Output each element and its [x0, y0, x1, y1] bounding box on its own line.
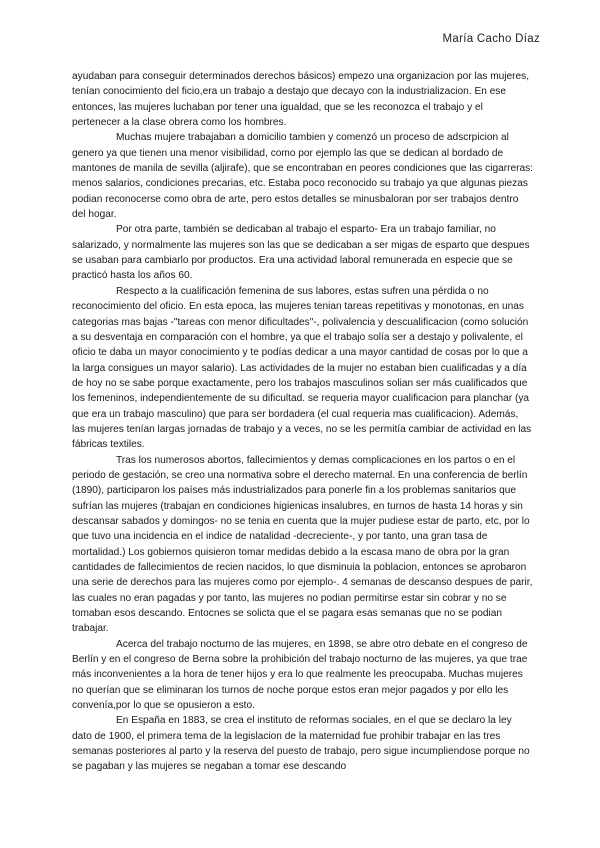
- paragraph-5: Tras los numerosos abortos, fallecimientos y demas complicaciones en los partos o en el periodo de gestación, se creo una normativa sobre el derecho maternal. En una conferencia de berlín (1890), participaron los países más industrializados para ponerle fin a los problemas sanitarios que sufrían las mujeres (trabajan en condiciones higienicas insalubres, en turnos de hasta 14 horas y sin descansar sabados y domingos- no se tenia en cuenta que la mujer pudiese estar de parto, etc, por lo que tuvo una incidencia en el indice de natalidad -decreciente-, y por tanto, una gran tasa de mortalidad.) Los gobiernos quisieron tomar medidas debido a la escasa mano de obra por la gran cantidades de fallecimientos de recien nacidos, lo que disminuia la poblacion, entonces se aprobaron una serie de derechos para las mujeres como por ejemplo-. 4 semanas de descanso despues de parir, las cuales no eran pagadas y por tanto, las mujeres no podian permitirse estar sin cobrar y no se tomaban esos descando. Entocnes se solicta que el se pagara esas semanas que no se podian trabajar.: [72, 454, 533, 635]
- paragraph-1: ayudaban para conseguir determinados derechos básicos) empezo una organizacion por las mujeres, tenían conocimiento del ficio,era un trabajo a destajo que decayo con la industrializacion. En ese entonces, las mujeres luchaban por tener una igualdad, que se les reconozca el trabajo y el pertenecer a la clase obrera como los hombres.: [72, 71, 530, 129]
- paragraph-3: Por otra parte, también se dedicaban al trabajo el esparto- Era un trabajo familiar, no salarizado, y normalmente las mujeres son las que se dedicaban a ser migas de esparto que despues se usaban para cambiarlo por productos. Era una actividad laboral remunerada en especie que se practicó hasta los años 60.: [72, 224, 530, 282]
- document-body: [72, 69, 534, 775]
- page-header-author: María Cacho Díaz: [442, 33, 540, 45]
- paragraph-2: Muchas mujere trabajaban a domicilio tambien y comenzó un proceso de adscrpicion al genero ya que tienen una menor visibilidad, como por ejemplo las que se dedican al bordado de mantones de manila de sevilla (aljirafe), que se encontraban en peores condiciones que las cigarreras: menos salarios, condiciones precarias, etc. Estaba poco reconocido su trabajo ya que algunas piezas podian reconocerse como obra de arte, pero estos detalles se minusbaloran por ser trabajos dentro del hogar.: [72, 132, 533, 221]
- paragraph-6: Acerca del trabajo nocturno de las mujeres, en 1898, se abre otro debate en el congreso de Berlín y en el congreso de Berna sobre la prohibición del trabajo nocturno de las mujeres, ya que trae más inconvenientes a la hora de tener hijos y era lo que realmente les preocupaba. Muchas mujeres no querían que se eliminaran los turnos de noche porque estos eran mejor pagados y por ello les convenía,por lo que se opusieron a esto.: [72, 638, 528, 712]
- paragraph-4: Respecto a la cualificación femenina de sus labores, estas sufren una pérdida o no reconocimiento del oficio. En esta epoca, las mujeres tenian tareas repetitivas y monotonas, en unas categorias mas bajas -"tareas con menor dificultades"-, polivalencia y descualificacion (como solución a su desventaja en comparación con el hombre, ya que el trabajo solía ser a destajo y polivalente, el oficio te daba un mayor conocimiento y te podías dedicar a una mayor cantidad de cosas por lo que a la larga consigues un mayor salario). Las actividades de la mujer no estaban bien cualificadas y a día de hoy no se sabe porque exactamente, pero los trabajos masculinos solian ser más cualificados que los femeninos, independientemente de su dificultad. se requeria mayor cualificacion para planchar (ya que era un trabajo masculino) que para ser bordadera (el cual requeria mas cualificacion). Además, las mujeres tenían largas jornadas de trabajo y a veces, no se les permitía cambiar de actividad en las fábricas textiles.: [72, 285, 532, 451]
- paragraph-7: En España en 1883, se crea el instituto de reformas sociales, en el que se declaro la ley dato de 1900, el primera tema de la legislacion de la maternidad fue prohibir trabajar en las tres semanas posteriores al parto y la reserva del puesto de trabajo, pero sigue incumpliendose porque no se pagaban y las mujeres se negaban a tomar ese descando: [72, 715, 530, 773]
